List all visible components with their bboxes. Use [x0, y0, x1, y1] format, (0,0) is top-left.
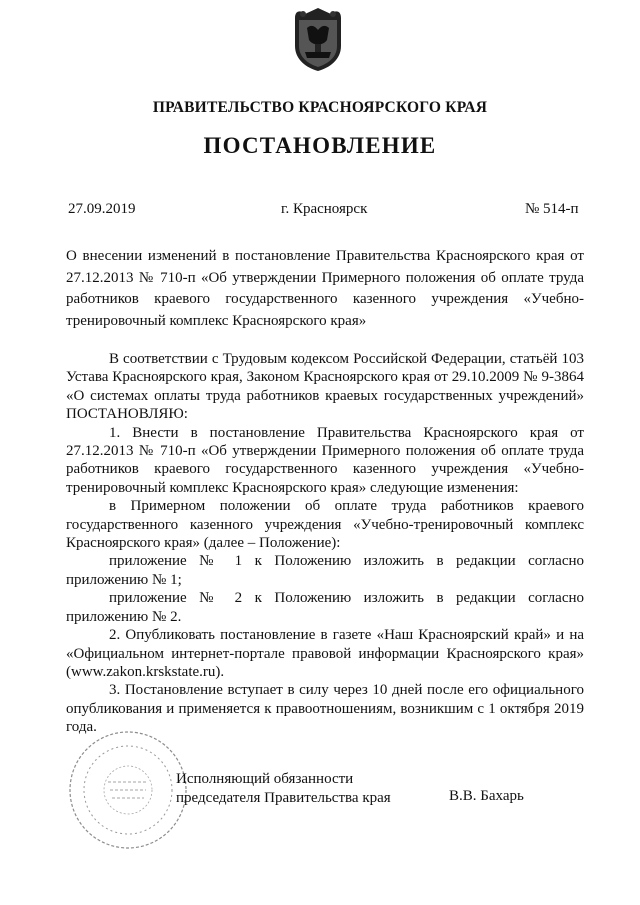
document-number: № 514-п — [525, 201, 579, 217]
coat-of-arms-icon — [291, 6, 345, 72]
body-paragraph: в Примерном положении об оплате труда работников краевого государственного казенного учреждения «Учебно-тренировочный комплекс Красноярского края» (далее – Положение): — [66, 498, 584, 552]
body-paragraph: 3. Постановление вступает в силу через 10 дней после его официального опубликования и применяется к правоотношениям, возникшим с 1 октября 2019 года. — [66, 682, 584, 736]
body-paragraph: приложение № 1 к Положению изложить в редакции согласно приложению № 1; — [66, 553, 584, 588]
organization-title: ПРАВИТЕЛЬСТВО КРАСНОЯРСКОГО КРАЯ — [152, 99, 488, 116]
document-date: 27.09.2019 — [68, 201, 136, 217]
document-body — [66, 350, 584, 737]
signatory-name: В.В. Бахарь — [449, 788, 524, 804]
body-paragraph: 1. Внести в постановление Правительства Красноярского края от 27.12.2013 № 710-п «Об утверждении Примерного положения об оплате труда работников краевого государственного казенного учреждения «Учебно-тренировочный комплекс Красноярского края» следующие изменения: — [66, 424, 584, 496]
signatory-role-line: Исполняющий обязанности — [176, 771, 354, 787]
document-city: г. Красноярск — [281, 201, 368, 217]
body-paragraph: 2. Опубликовать постановление в газете «Наш Красноярский край» и на «Официальном интернет-портале правовой информации Красноярского края» (www.zakon.krskstate.ru). — [66, 627, 584, 680]
official-seal-icon — [64, 728, 192, 852]
signatory-role-line: председателя Правительства края — [176, 790, 391, 806]
body-paragraph: приложение № 2 к Положению изложить в редакции согласно приложению № 2. — [66, 590, 584, 625]
signatory-role — [176, 770, 391, 808]
body-paragraph: В соответствии с Трудовым кодексом Российской Федерации, статьёй 103 Устава Красноярского края, Законом Красноярского края от 29.10.2009 № 9-3864 «О системах оплаты труда работников краевых государственных учреждений» ПОСТАНОВЛЯЮ: — [66, 351, 584, 423]
document-type: ПОСТАНОВЛЕНИЕ — [203, 133, 437, 158]
document-subject: О внесении изменений в постановление Правительства Красноярского края от 27.12.2013 № 710-п «Об утверждении Примерного положения об оплате труда работников краевого государственного казенного учреждения «Учебно-тренировочный комплекс Красноярского края» — [66, 248, 584, 329]
